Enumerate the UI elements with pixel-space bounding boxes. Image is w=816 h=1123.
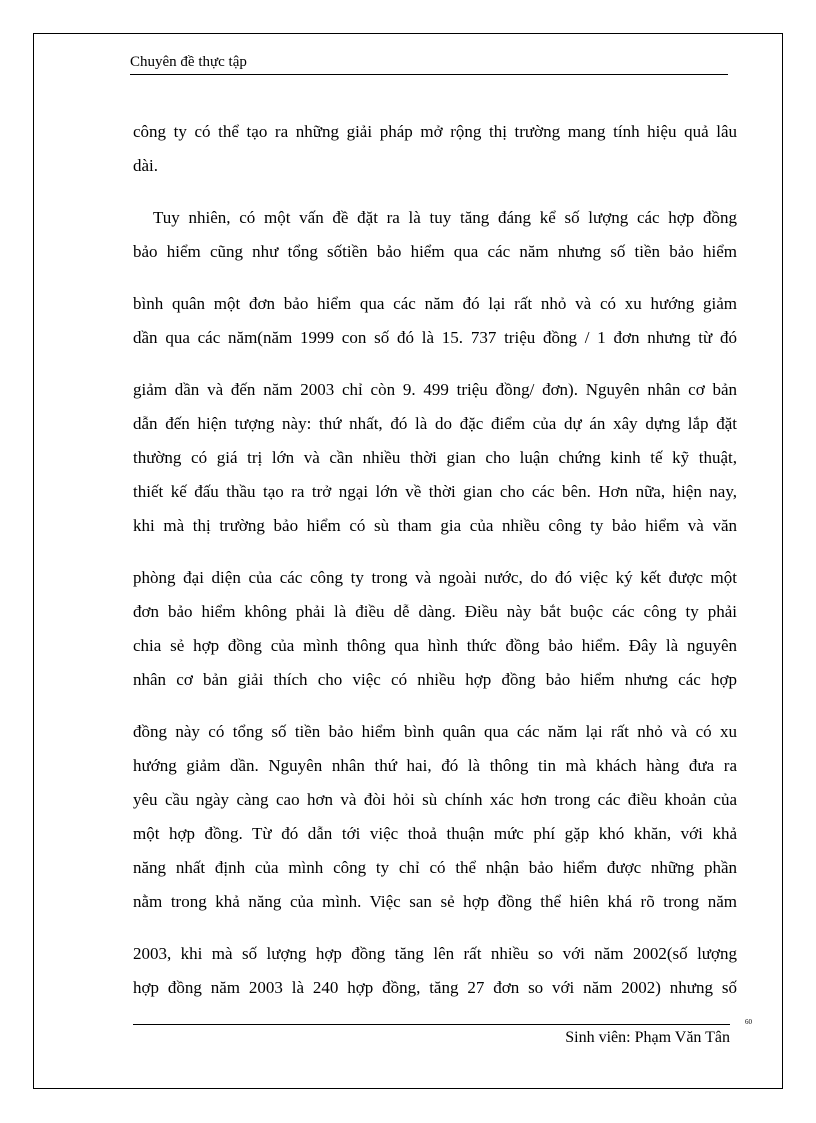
text-line: giảm dần và đến năm 2003 chỉ còn 9. 499 triệu đồng/ đơn). Nguyên nhân cơ bản bbox=[133, 380, 737, 399]
text-line: đơn bảo hiểm không phải là điều dễ dàng. Điều này bắt buộc các công ty phải bbox=[133, 602, 737, 621]
text-line: bảo hiểm cũng như tổng sốtiền bảo hiểm qua các năm nhưng số tiền bảo hiểm bbox=[133, 242, 737, 261]
text-line: chia sẻ hợp đồng của mình thông qua hình thức đồng bảo hiểm. Đây là nguyên bbox=[133, 636, 737, 655]
text-line: công ty có thể tạo ra những giải pháp mở rộng thị trường mang tính hiệu quả lâu bbox=[133, 122, 737, 141]
text-line: đồng này có tổng số tiền bảo hiểm bình quân qua các năm lại rất nhỏ và có xu bbox=[133, 722, 737, 741]
page-border bbox=[33, 33, 783, 1089]
text-line: hợp đồng năm 2003 là 240 hợp đồng, tăng 27 đơn so với năm 2002) nhưng số bbox=[133, 978, 737, 997]
text-line: nằm trong khả năng của mình. Việc san sẻ hợp đồng thể hiên khá rõ trong năm bbox=[133, 892, 737, 911]
text-line: dẫn đến hiện tượng này: thứ nhất, đó là do đặc điểm của dự án xây dựng lắp đặt bbox=[133, 414, 737, 433]
text-line: năng nhất định của mình công ty chỉ có thể nhận bảo hiểm được những phần bbox=[133, 858, 737, 877]
text-line: thường có giá trị lớn và cần nhiều thời gian cho luận chứng kinh tế kỹ thuật, bbox=[133, 448, 737, 467]
text-line: bình quân một đơn bảo hiểm qua các năm đó lại rất nhỏ và có xu hướng giảm bbox=[133, 294, 737, 313]
page-number: 60 bbox=[745, 1018, 752, 1026]
page-header: Chuyên đề thực tập bbox=[130, 52, 728, 75]
footer-author: Sinh viên: Phạm Văn Tân bbox=[565, 1029, 730, 1046]
text-line: yêu cầu ngày càng cao hơn và đòi hỏi sù chính xác hơn trong các điều khoản của bbox=[133, 790, 737, 809]
text-line: phòng đại diện của các công ty trong và ngoài nước, do đó việc ký kết được một bbox=[133, 568, 737, 587]
text-line: dần qua các năm(năm 1999 con số đó là 15. 737 triệu đồng / 1 đơn nhưng từ đó bbox=[133, 328, 737, 347]
text-line: 2003, khi mà số lượng hợp đồng tăng lên rất nhiều so với năm 2002(số lượng bbox=[133, 944, 737, 963]
text-line: một hợp đồng. Từ đó dẫn tới việc thoả thuận mức phí gặp khó khăn, với khả bbox=[133, 824, 737, 843]
text-line: thiết kế đấu thầu tạo ra trở ngại lớn về thời gian cho các bên. Hơn nữa, hiện nay, bbox=[133, 482, 737, 501]
text-line: Tuy nhiên, có một vấn đề đặt ra là tuy tăng đáng kể số lượng các hợp đồng bbox=[153, 208, 737, 227]
text-line: dài. bbox=[133, 156, 159, 175]
text-line: nhân cơ bản giải thích cho việc có nhiều hợp đồng bảo hiểm nhưng các hợp bbox=[133, 670, 737, 689]
text-line: hướng giảm dần. Nguyên nhân thứ hai, đó là thông tin mà khách hàng đưa ra bbox=[133, 756, 737, 775]
footer-rule bbox=[133, 1024, 730, 1025]
text-line: khi mà thị trường bảo hiểm có sù tham gia của nhiều công ty bảo hiểm và văn bbox=[133, 516, 737, 535]
